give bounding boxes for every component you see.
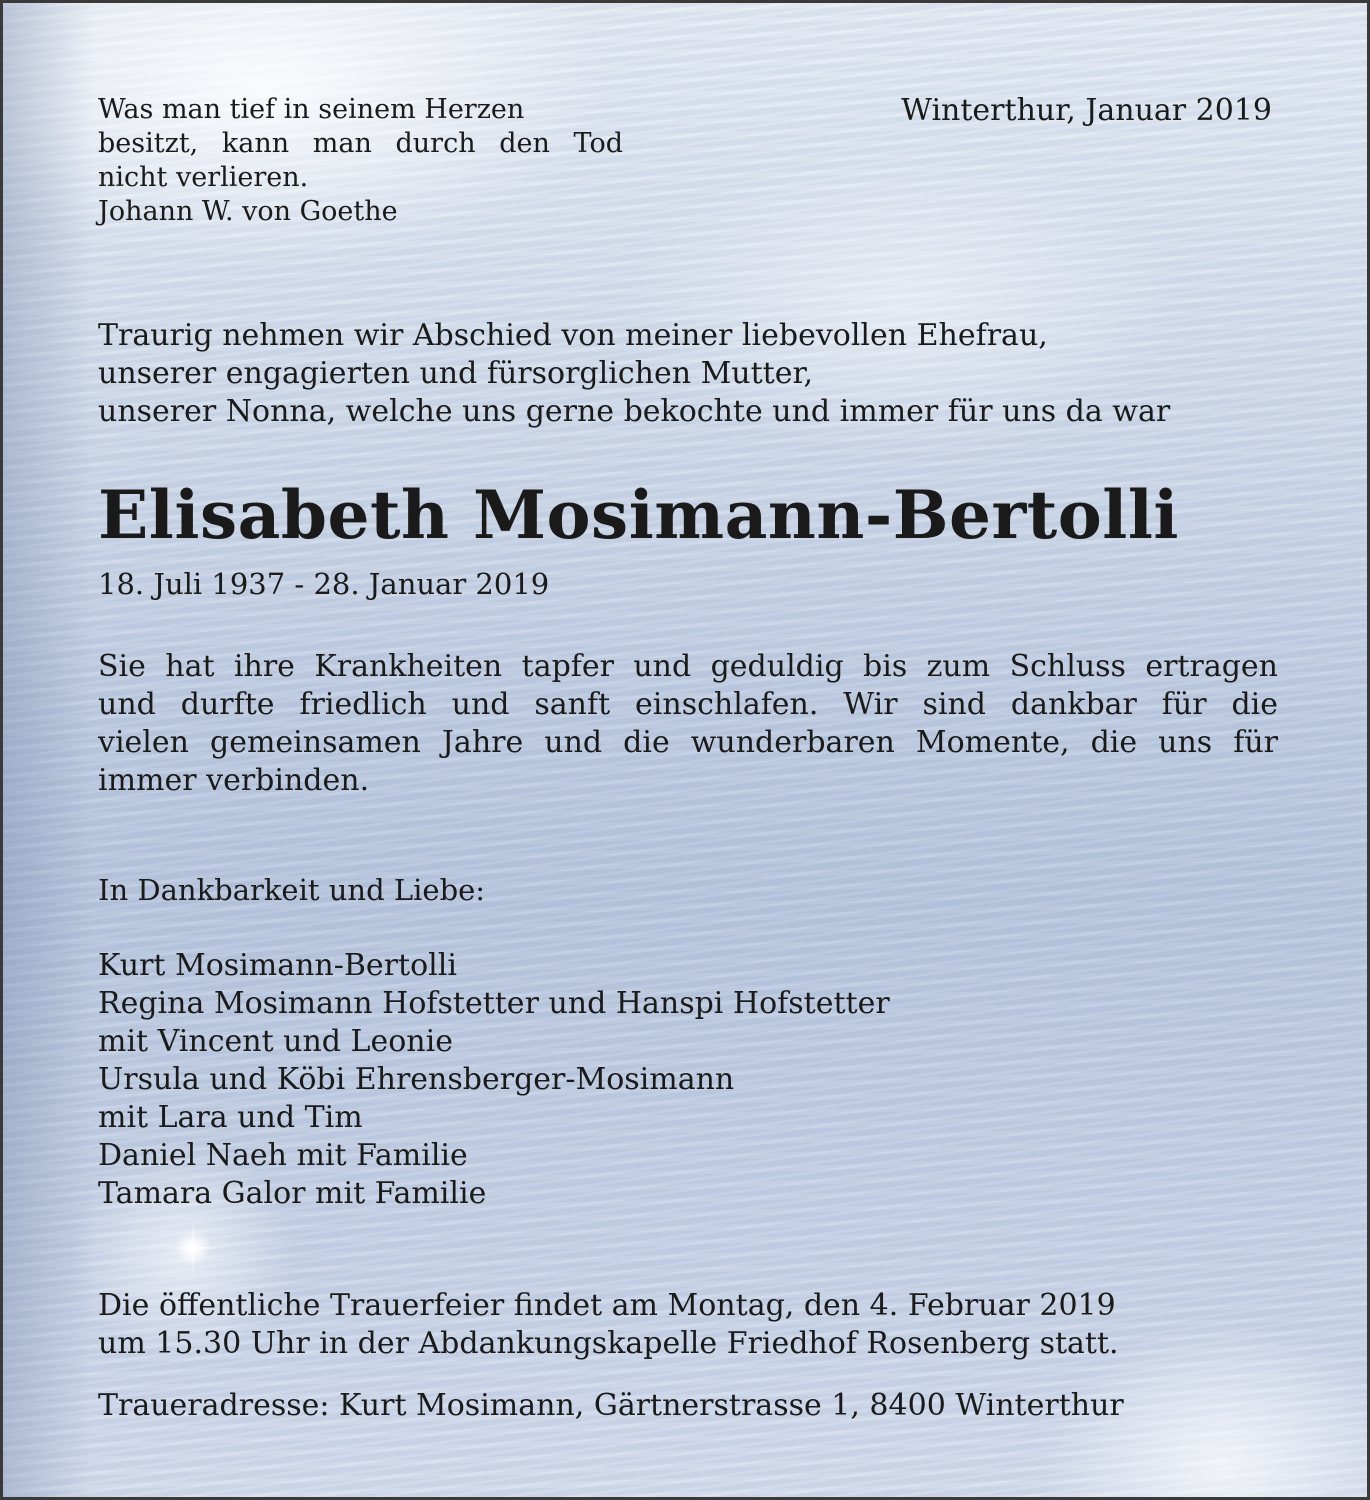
quote-line: nicht verlieren. [98, 162, 309, 193]
mourner-name: Ursula und Köbi Ehrensberger-Mosimann [98, 1062, 735, 1097]
service-announcement [98, 1287, 1119, 1363]
mourners-list [98, 947, 890, 1213]
light-sparkle [163, 1218, 223, 1278]
goethe-quote [98, 93, 623, 229]
intro-line: unserer Nonna, welche uns gerne bekochte und immer für uns da war [98, 394, 1171, 429]
tribute-line: und durfte friedlich und sanft einschlafen. Wir sind dankbar für die [98, 687, 1278, 722]
background-shading [3, 3, 93, 1497]
life-dates: 18. Juli 1937 - 28. Januar 2019 [98, 567, 550, 601]
mourner-name: Kurt Mosimann-Bertolli [98, 948, 457, 983]
tribute-line: Sie hat ihre Krankheiten tapfer und geduldig bis zum Schluss ertragen [98, 649, 1278, 684]
mourner-name: mit Vincent und Leonie [98, 1024, 453, 1059]
mourner-name: mit Lara und Tim [98, 1100, 363, 1135]
intro-line: Traurig nehmen wir Abschied von meiner liebevollen Ehefrau, [98, 318, 1048, 353]
service-line: um 15.30 Uhr in der Abdankungskapelle Friedhof Rosenberg statt. [98, 1326, 1119, 1361]
tribute-line: vielen gemeinsamen Jahre und die wunderbaren Momente, die uns für [98, 725, 1278, 760]
place-and-date: Winterthur, Januar 2019 [901, 93, 1272, 128]
service-line: Die öffentliche Trauerfeier findet am Montag, den 4. Februar 2019 [98, 1288, 1116, 1323]
mourner-name: Daniel Naeh mit Familie [98, 1138, 468, 1173]
quote-line: Was man tief in seinem Herzen [98, 94, 525, 125]
quote-line: besitzt, kann man durch den Tod [98, 128, 623, 159]
deceased-name: Elisabeth Mosimann-Bertolli [98, 476, 1180, 554]
mourner-name: Regina Mosimann Hofstetter und Hanspi Hofstetter [98, 986, 890, 1021]
tribute-paragraph [98, 648, 1278, 800]
intro-paragraph [98, 317, 1170, 431]
intro-line: unserer engagierten und fürsorglichen Mutter, [98, 356, 814, 391]
tribute-line: immer verbinden. [98, 763, 370, 798]
quote-author: Johann W. von Goethe [98, 196, 398, 227]
mourners-heading: In Dankbarkeit und Liebe: [98, 873, 486, 907]
mourner-name: Tamara Galor mit Familie [98, 1176, 487, 1211]
mourning-address: Traueradresse: Kurt Mosimann, Gärtnerstrasse 1, 8400 Winterthur [98, 1388, 1124, 1423]
